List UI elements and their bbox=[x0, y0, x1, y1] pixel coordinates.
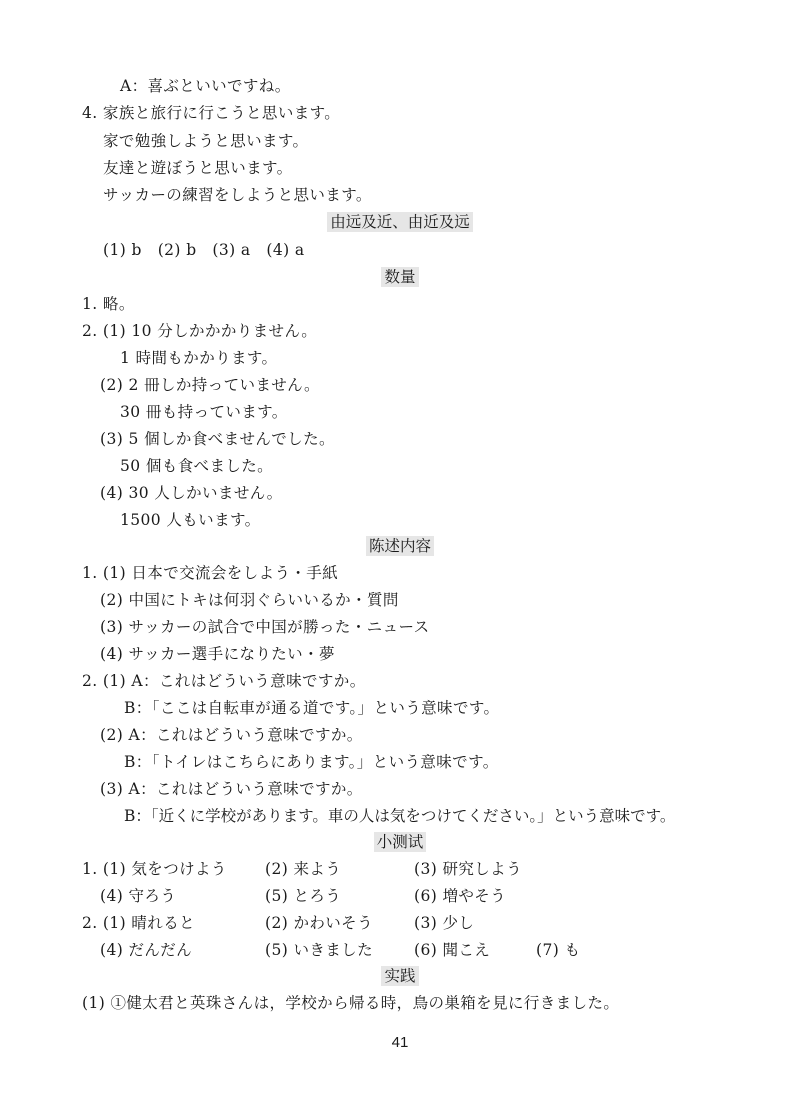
heading-text: 实践 bbox=[381, 966, 418, 986]
section-heading bbox=[0, 966, 800, 986]
answer-line: A：喜ぶといいですね。 bbox=[120, 77, 291, 95]
answer-line: 30 冊も持っています。 bbox=[120, 403, 288, 421]
answer-cell: (6) 増やそう bbox=[414, 887, 507, 905]
answer-cell: (4) だんだん bbox=[100, 941, 193, 959]
answer-line: 1. 略。 bbox=[82, 295, 135, 313]
heading-text: 小测试 bbox=[374, 832, 427, 852]
heading-text: 陈述内容 bbox=[366, 536, 434, 556]
answer-cell: (7) も bbox=[536, 941, 581, 959]
answer-cell: (4) 守ろう bbox=[100, 887, 177, 905]
answer-line: (1) ①健太君と英珠さんは，学校から帰る時，鳥の巣箱を見に行きました。 bbox=[82, 994, 620, 1012]
answer-cell: (2) 来よう bbox=[265, 860, 342, 878]
answer-line: (2) 2 冊しか持っていません。 bbox=[100, 376, 320, 394]
answer-line: 1 時間もかかります。 bbox=[120, 349, 278, 367]
heading-text: 由远及近、由近及远 bbox=[327, 212, 473, 232]
answer-line: サッカーの練習をしようと思います。 bbox=[103, 186, 372, 204]
answer-line: (3) 5 個しか食べませんでした。 bbox=[100, 430, 335, 448]
answer-cell: (3) 少し bbox=[414, 914, 475, 932]
answer-cell: (3) 研究しよう bbox=[414, 860, 522, 878]
section-heading bbox=[0, 832, 800, 852]
answer-line: 家で勉強しようと思います。 bbox=[103, 132, 309, 150]
heading-text: 数量 bbox=[381, 267, 418, 287]
answer-cell: (2) かわいそう bbox=[265, 914, 373, 932]
answer-line: 2. (1) 10 分しかかかりません。 bbox=[82, 322, 318, 340]
answer-line: (1) b (2) b (3) a (4) a bbox=[103, 241, 305, 259]
answer-line: 1. (1) 日本で交流会をしよう・手紙 bbox=[82, 564, 339, 582]
page-number: 41 bbox=[391, 1034, 409, 1051]
section-heading bbox=[0, 212, 800, 232]
answer-line: (3) サッカーの試合で中国が勝った・ニュース bbox=[100, 618, 430, 636]
section-heading bbox=[0, 536, 800, 556]
answer-line: B：「トイレはこちらにあります。」という意味です。 bbox=[124, 753, 499, 771]
answer-line: B：「近くに学校があります。車の人は気をつけてください。」という意味です。 bbox=[124, 807, 676, 825]
answer-line: 50 個も食べました。 bbox=[120, 457, 274, 475]
answer-cell: (6) 聞こえ bbox=[414, 941, 491, 959]
answer-line: (2) A：これはどういう意味ですか。 bbox=[100, 726, 363, 744]
answer-line: (4) サッカー選手になりたい・夢 bbox=[100, 645, 335, 663]
answer-line: (4) 30 人しかいません。 bbox=[100, 484, 283, 502]
answer-line: 友達と遊ぼうと思います。 bbox=[103, 159, 293, 177]
answer-line: (2) 中国にトキは何羽ぐらいいるか・質問 bbox=[100, 591, 399, 609]
answer-line: 4. 家族と旅行に行こうと思います。 bbox=[82, 104, 341, 122]
answer-line: (3) A：これはどういう意味ですか。 bbox=[100, 780, 363, 798]
answer-cell: 2. (1) 晴れると bbox=[82, 914, 195, 932]
answer-line: B：「ここは自転車が通る道です。」という意味です。 bbox=[124, 699, 500, 717]
answer-cell: 1. (1) 気をつけよう bbox=[82, 860, 227, 878]
answer-cell: (5) とろう bbox=[265, 887, 342, 905]
section-heading bbox=[0, 267, 800, 287]
answer-line: 2. (1) A：これはどういう意味ですか。 bbox=[82, 672, 366, 690]
answer-cell: (5) いきました bbox=[265, 941, 373, 959]
answer-line: 1500 人もいます。 bbox=[120, 511, 261, 529]
